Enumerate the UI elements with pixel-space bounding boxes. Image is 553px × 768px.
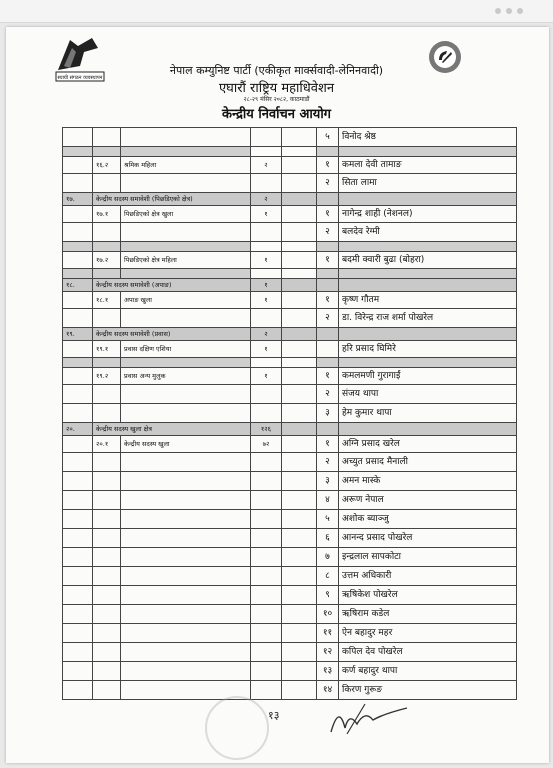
empty-cell	[282, 252, 317, 269]
empty-cell	[63, 472, 93, 491]
divider-row	[63, 147, 517, 157]
sub-seats: १	[251, 206, 282, 223]
empty-cell	[93, 567, 121, 586]
group-code: १८.	[63, 279, 93, 292]
group-code: २०.	[63, 423, 93, 436]
empty-cell	[93, 385, 121, 404]
empty-cell	[63, 252, 93, 269]
serial-number: ४	[317, 491, 339, 510]
empty-cell	[93, 548, 121, 567]
empty-cell	[251, 643, 282, 662]
empty-cell	[251, 529, 282, 548]
empty-cell	[63, 624, 93, 643]
table-row	[63, 252, 517, 269]
divider-cell	[251, 269, 282, 279]
empty-cell	[93, 174, 121, 193]
group-seats: २	[251, 193, 282, 206]
empty-cell	[121, 605, 251, 624]
empty-cell	[63, 681, 93, 700]
candidate-name: कृष्ण गौतम	[339, 292, 517, 309]
divider-cell	[317, 147, 339, 157]
empty-cell	[121, 510, 251, 529]
empty-cell	[63, 206, 93, 223]
serial-number: २	[317, 309, 339, 328]
serial-number: २	[317, 385, 339, 404]
empty-cell	[282, 223, 317, 242]
candidate-name: कमलमणी गुरागाईं	[339, 368, 517, 385]
serial-number: ८	[317, 567, 339, 586]
table-row	[63, 341, 517, 358]
table-row	[63, 548, 517, 567]
sub-code: १९.२	[93, 368, 121, 385]
sub-seats: २	[251, 157, 282, 174]
divider-cell	[63, 242, 93, 252]
table-row	[63, 385, 517, 404]
divider-cell	[63, 269, 93, 279]
empty-cell	[93, 472, 121, 491]
table-row	[63, 128, 517, 147]
candidate-name: अमन मास्के	[339, 472, 517, 491]
empty-cell	[63, 548, 93, 567]
candidate-name: किरण गुरूङ	[339, 681, 517, 700]
empty-cell	[121, 404, 251, 423]
serial-number: ३	[317, 472, 339, 491]
table-row	[63, 157, 517, 174]
empty-cell	[282, 368, 317, 385]
empty-cell	[282, 193, 317, 206]
empty-cell	[251, 624, 282, 643]
empty-cell	[93, 223, 121, 242]
empty-cell	[121, 223, 251, 242]
group-code: १९.	[63, 328, 93, 341]
empty-cell	[121, 548, 251, 567]
serial-number: १३	[317, 662, 339, 681]
candidate-name: कपिल देव पोखरेल	[339, 643, 517, 662]
empty-cell	[282, 548, 317, 567]
more-options-icon[interactable]	[495, 8, 523, 14]
empty-cell	[93, 681, 121, 700]
table-row	[63, 309, 517, 328]
serial-number: १४	[317, 681, 339, 700]
empty-cell	[121, 309, 251, 328]
candidate-name: विनोद श्रेष्ठ	[339, 128, 517, 147]
empty-cell	[121, 586, 251, 605]
svg-text:स्थायी संगठन व्यवस्थापन: स्थायी संगठन व्यवस्थापन	[57, 75, 103, 81]
divider-cell	[251, 358, 282, 368]
empty-cell	[63, 491, 93, 510]
divider-cell	[339, 147, 517, 157]
group-row	[63, 193, 517, 206]
table-row	[63, 223, 517, 242]
divider-cell	[93, 358, 121, 368]
sub-code: १८.१	[93, 292, 121, 309]
table-row	[63, 605, 517, 624]
serial-number: ९	[317, 586, 339, 605]
table-row	[63, 567, 517, 586]
sub-label: पिछडिएको क्षेत्र महिला	[121, 252, 251, 269]
candidate-name: ऋषिकेश पोखरेल	[339, 586, 517, 605]
empty-cell	[63, 662, 93, 681]
empty-cell	[93, 643, 121, 662]
group-seats: १	[251, 279, 282, 292]
sub-label: केन्द्रीय सदस्य खुला	[121, 436, 251, 453]
table-row	[63, 681, 517, 700]
empty-cell	[93, 586, 121, 605]
commission-title: केन्द्रीय निर्वाचन आयोग	[221, 107, 332, 122]
sub-seats: ७२	[251, 436, 282, 453]
divider-cell	[63, 358, 93, 368]
table-row	[63, 436, 517, 453]
date-place: २८-२९ मंसिर २०८२, काठमाडौं	[243, 96, 310, 103]
empty-cell	[282, 491, 317, 510]
divider-cell	[93, 242, 121, 252]
empty-cell	[63, 453, 93, 472]
empty-cell	[339, 193, 517, 206]
divider-cell	[251, 147, 282, 157]
serial-number: २	[317, 223, 339, 242]
candidate-name: नागेन्द्र शाही (नेशनल)	[339, 206, 517, 223]
serial-number: १	[317, 368, 339, 385]
group-code: १७.	[63, 193, 93, 206]
group-seats: २	[251, 328, 282, 341]
table-row	[63, 510, 517, 529]
empty-cell	[121, 472, 251, 491]
empty-cell	[251, 586, 282, 605]
divider-cell	[121, 269, 251, 279]
table-row	[63, 529, 517, 548]
empty-cell	[63, 436, 93, 453]
empty-cell	[317, 279, 339, 292]
empty-cell	[93, 309, 121, 328]
divider-cell	[282, 147, 317, 157]
candidate-name: अशोक ब्याञ्जु	[339, 510, 517, 529]
empty-cell	[282, 436, 317, 453]
divider-cell	[339, 358, 517, 368]
empty-cell	[251, 223, 282, 242]
empty-cell	[282, 567, 317, 586]
candidate-name: बलदेव रेग्मी	[339, 223, 517, 242]
table-row	[63, 404, 517, 423]
group-row	[63, 423, 517, 436]
empty-cell	[251, 681, 282, 700]
page-number: १३	[268, 709, 280, 722]
empty-cell	[282, 681, 317, 700]
group-row	[63, 328, 517, 341]
serial-number: १	[317, 206, 339, 223]
empty-cell	[251, 548, 282, 567]
empty-cell	[282, 279, 317, 292]
empty-cell	[93, 624, 121, 643]
candidate-name: कर्ण बहादुर थापा	[339, 662, 517, 681]
divider-cell	[93, 269, 121, 279]
sub-label: अपाङ खुला	[121, 292, 251, 309]
empty-cell	[121, 385, 251, 404]
empty-cell	[93, 128, 121, 147]
sub-label: श्रमिक महिला	[121, 157, 251, 174]
candidate-name: अग्नि प्रसाद खरेल	[339, 436, 517, 453]
empty-cell	[282, 510, 317, 529]
empty-cell	[63, 586, 93, 605]
empty-cell	[282, 328, 317, 341]
sub-seats: १	[251, 252, 282, 269]
table-row	[63, 206, 517, 223]
empty-cell	[251, 174, 282, 193]
candidate-name: ऐन बहादुर महर	[339, 624, 517, 643]
empty-cell	[63, 223, 93, 242]
divider-cell	[282, 242, 317, 252]
divider-cell	[121, 358, 251, 368]
group-label: केन्द्रीय सदस्य समावेशी (पिछडिएको क्षेत्र)	[93, 193, 251, 206]
empty-cell	[251, 567, 282, 586]
divider-cell	[282, 269, 317, 279]
serial-number: ६	[317, 529, 339, 548]
empty-cell	[282, 174, 317, 193]
divider-cell	[63, 147, 93, 157]
table-row	[63, 586, 517, 605]
candidate-name: इन्द्रलाल सापकोटा	[339, 548, 517, 567]
empty-cell	[282, 605, 317, 624]
empty-cell	[63, 385, 93, 404]
empty-cell	[93, 453, 121, 472]
empty-cell	[63, 404, 93, 423]
convention-title: एघारौं राष्ट्रिय महाधिवेशन	[218, 81, 335, 96]
serial-number: २	[317, 174, 339, 193]
serial-number: १	[317, 252, 339, 269]
candidate-name: उत्तम अधिकारी	[339, 567, 517, 586]
group-label: केन्द्रीय सदस्य समावेशी (अपाङ)	[93, 279, 251, 292]
divider-row	[63, 358, 517, 368]
serial-number: ५	[317, 128, 339, 147]
party-name: नेपाल कम्युनिष्ट पार्टी (एकीकृत मार्क्सवादी-लेनिनवादी)	[169, 64, 384, 77]
empty-cell	[121, 491, 251, 510]
empty-cell	[282, 206, 317, 223]
empty-cell	[63, 157, 93, 174]
empty-cell	[251, 491, 282, 510]
candidate-name: ऋषिराम कडेल	[339, 605, 517, 624]
empty-cell	[339, 279, 517, 292]
table-row	[63, 472, 517, 491]
table-row	[63, 453, 517, 472]
empty-cell	[339, 423, 517, 436]
signature	[325, 698, 413, 738]
divider-cell	[339, 269, 517, 279]
serial-number: १	[317, 436, 339, 453]
candidate-name: बदमी क्वारी बुढा (बोहरा)	[339, 252, 517, 269]
empty-cell	[282, 586, 317, 605]
empty-cell	[282, 385, 317, 404]
candidate-name: अच्युत प्रसाद मैनाली	[339, 453, 517, 472]
empty-cell	[93, 491, 121, 510]
empty-cell	[93, 510, 121, 529]
empty-cell	[63, 292, 93, 309]
empty-cell	[282, 643, 317, 662]
empty-cell	[121, 529, 251, 548]
group-seats: १२६	[251, 423, 282, 436]
divider-cell	[121, 147, 251, 157]
official-stamp	[205, 696, 269, 760]
table-row	[63, 292, 517, 309]
divider-row	[63, 269, 517, 279]
sub-label: प्रवास दक्षिण एशिया	[121, 341, 251, 358]
candidate-name: हरि प्रसाद घिमिरे	[339, 341, 517, 358]
serial-number	[317, 341, 339, 358]
serial-number: १	[317, 292, 339, 309]
group-row	[63, 279, 517, 292]
empty-cell	[63, 128, 93, 147]
empty-cell	[251, 510, 282, 529]
empty-cell	[282, 292, 317, 309]
table-row	[63, 368, 517, 385]
empty-cell	[93, 662, 121, 681]
divider-cell	[317, 242, 339, 252]
candidate-name: संजय थापा	[339, 385, 517, 404]
empty-cell	[63, 174, 93, 193]
viewer-top-bar	[0, 0, 553, 23]
candidate-table	[62, 127, 517, 700]
empty-cell	[282, 453, 317, 472]
empty-cell	[282, 341, 317, 358]
empty-cell	[93, 605, 121, 624]
empty-cell	[251, 453, 282, 472]
divider-cell	[282, 358, 317, 368]
serial-number: ५	[317, 510, 339, 529]
candidate-name: आनन्द प्रसाद पोखरेल	[339, 529, 517, 548]
serial-number: १	[317, 157, 339, 174]
empty-cell	[317, 193, 339, 206]
divider-cell	[93, 147, 121, 157]
empty-cell	[282, 662, 317, 681]
empty-cell	[251, 605, 282, 624]
empty-cell	[63, 510, 93, 529]
empty-cell	[282, 309, 317, 328]
divider-cell	[121, 242, 251, 252]
group-label: केन्द्रीय सदस्य खुला क्षेत्र	[93, 423, 251, 436]
serial-number: ७	[317, 548, 339, 567]
sub-seats: १	[251, 341, 282, 358]
divider-row	[63, 242, 517, 252]
empty-cell	[121, 567, 251, 586]
candidate-name: डा. विरेन्द्र राज शर्मा पोखरेल	[339, 309, 517, 328]
sub-code: १७.२	[93, 252, 121, 269]
table-row	[63, 643, 517, 662]
empty-cell	[282, 423, 317, 436]
empty-cell	[63, 643, 93, 662]
divider-cell	[317, 269, 339, 279]
sub-label: पिछडिएको क्षेत्र खुला	[121, 206, 251, 223]
group-label: केन्द्रीय सदस्य समावेशी (प्रवास)	[93, 328, 251, 341]
empty-cell	[121, 624, 251, 643]
empty-cell	[63, 341, 93, 358]
candidate-name: हेम कुमार थापा	[339, 404, 517, 423]
empty-cell	[282, 472, 317, 491]
sub-label: प्रवास अन्य मुलुक	[121, 368, 251, 385]
empty-cell	[339, 328, 517, 341]
sub-seats: १	[251, 292, 282, 309]
empty-cell	[317, 328, 339, 341]
empty-cell	[251, 662, 282, 681]
empty-cell	[251, 472, 282, 491]
empty-cell	[63, 368, 93, 385]
empty-cell	[121, 643, 251, 662]
sub-code: १९.१	[93, 341, 121, 358]
sub-code: २०.१	[93, 436, 121, 453]
sub-seats: १	[251, 368, 282, 385]
candidate-name: कमला देवी तामाङ	[339, 157, 517, 174]
empty-cell	[63, 567, 93, 586]
empty-cell	[251, 404, 282, 423]
table-row	[63, 491, 517, 510]
table-row	[63, 174, 517, 193]
serial-number: १२	[317, 643, 339, 662]
table-row	[63, 624, 517, 643]
serial-number: ३	[317, 404, 339, 423]
empty-cell	[251, 128, 282, 147]
serial-number: ११	[317, 624, 339, 643]
divider-cell	[339, 242, 517, 252]
empty-cell	[93, 529, 121, 548]
candidate-name: सिता लामा	[339, 174, 517, 193]
empty-cell	[251, 309, 282, 328]
empty-cell	[282, 624, 317, 643]
divider-cell	[251, 242, 282, 252]
empty-cell	[63, 529, 93, 548]
empty-cell	[251, 385, 282, 404]
serial-number: २	[317, 453, 339, 472]
empty-cell	[63, 605, 93, 624]
empty-cell	[121, 453, 251, 472]
empty-cell	[121, 128, 251, 147]
empty-cell	[121, 174, 251, 193]
sub-code: १७.१	[93, 206, 121, 223]
empty-cell	[282, 157, 317, 174]
empty-cell	[63, 309, 93, 328]
candidate-name: अरूण नेपाल	[339, 491, 517, 510]
table-row	[63, 662, 517, 681]
empty-cell	[282, 529, 317, 548]
empty-cell	[282, 128, 317, 147]
empty-cell	[93, 404, 121, 423]
empty-cell	[282, 404, 317, 423]
sub-code: १६.२	[93, 157, 121, 174]
divider-cell	[317, 358, 339, 368]
empty-cell	[317, 423, 339, 436]
empty-cell	[121, 662, 251, 681]
serial-number: १०	[317, 605, 339, 624]
